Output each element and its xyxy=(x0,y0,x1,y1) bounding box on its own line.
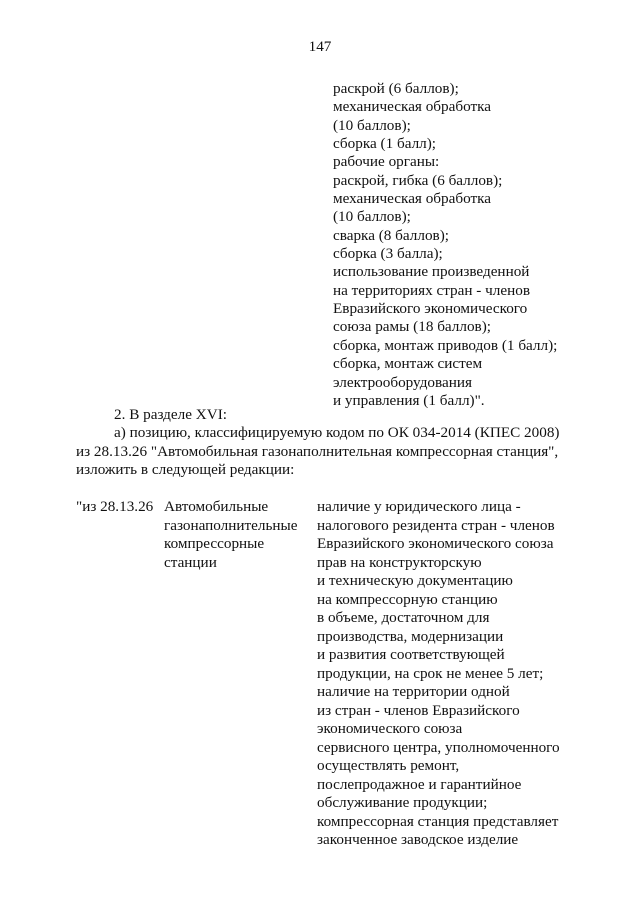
product-name-line: компрессорные xyxy=(164,535,265,552)
continuation-line: использование произведенной xyxy=(333,263,530,281)
continuation-line: Евразийского экономического xyxy=(333,300,528,318)
position-table xyxy=(76,498,576,858)
condition-line: и техническую документацию xyxy=(317,572,513,589)
continuation-line: механическая обработка xyxy=(333,98,492,116)
continuation-line: сборка, монтаж систем xyxy=(333,355,483,373)
condition-line: и развития соответствующей xyxy=(317,646,505,663)
continuation-line: и управления (1 балл)". xyxy=(333,391,485,409)
condition-line: из стран - членов Евразийского xyxy=(317,701,520,719)
section-item-line: изложить в следующей редакции: xyxy=(76,461,295,479)
condition-line: наличие на территории одной xyxy=(317,683,510,700)
product-code: "из 28.13.26 xyxy=(76,498,154,515)
condition-line: осуществлять ремонт, xyxy=(317,757,460,774)
product-name-line: Автомобильные xyxy=(164,498,269,515)
conditions-column xyxy=(317,498,577,850)
condition-line: экономического союза xyxy=(317,720,463,737)
condition-line: компрессорная станция представляет xyxy=(317,812,559,830)
condition-line: сервисного центра, уполномоченного xyxy=(317,738,560,756)
continuation-line: союза рамы (18 баллов); xyxy=(333,318,492,336)
condition-line: продукции, на срок не менее 5 лет; xyxy=(317,664,544,682)
condition-line: производства, модернизации xyxy=(317,627,504,645)
page-number: 147 xyxy=(308,38,332,55)
section-item-line: а) позицию, классифицируемую кодом по ОК 034-2014 (КПЕС 2008) xyxy=(114,424,560,442)
name-column xyxy=(164,498,314,572)
continuation-line: сборка (3 балла); xyxy=(333,245,443,263)
continuation-line: сборка (1 балл); xyxy=(333,135,437,153)
condition-line: в объеме, достаточном для xyxy=(317,609,490,626)
condition-line: Евразийского экономического союза xyxy=(317,535,554,552)
continuation-block xyxy=(333,80,623,410)
continuation-line: рабочие органы: xyxy=(333,153,440,171)
condition-line: прав на конструкторскую xyxy=(317,553,482,571)
section-xvi xyxy=(76,406,576,480)
condition-line: законченное заводское изделие xyxy=(317,831,519,848)
continuation-line: на территориях стран - членов xyxy=(333,281,531,299)
section-item-line: из 28.13.26 "Автомобильная газонаполнительная компрессорная станция", xyxy=(76,442,559,460)
continuation-line: механическая обработка xyxy=(333,190,492,208)
continuation-line: (10 баллов); xyxy=(333,116,411,134)
code-column xyxy=(76,498,166,517)
section-heading: 2. В разделе XVI: xyxy=(114,406,227,423)
condition-line: обслуживание продукции; xyxy=(317,794,488,811)
continuation-line: сварка (8 баллов); xyxy=(333,226,449,244)
condition-line: наличие у юридического лица - xyxy=(317,498,521,515)
continuation-line: (10 баллов); xyxy=(333,208,411,226)
product-name-line: станции xyxy=(164,553,217,571)
continuation-line: сборка, монтаж приводов (1 балл); xyxy=(333,336,558,354)
continuation-line: электрооборудования xyxy=(333,373,472,391)
condition-line: налогового резидента стран - членов xyxy=(317,516,555,534)
product-name-line: газонаполнительные xyxy=(164,516,298,534)
condition-line: на компрессорную станцию xyxy=(317,590,498,608)
continuation-line: раскрой, гибка (6 баллов); xyxy=(333,171,503,189)
condition-line: послепродажное и гарантийное xyxy=(317,775,522,793)
continuation-line: раскрой (6 баллов); xyxy=(333,80,459,97)
